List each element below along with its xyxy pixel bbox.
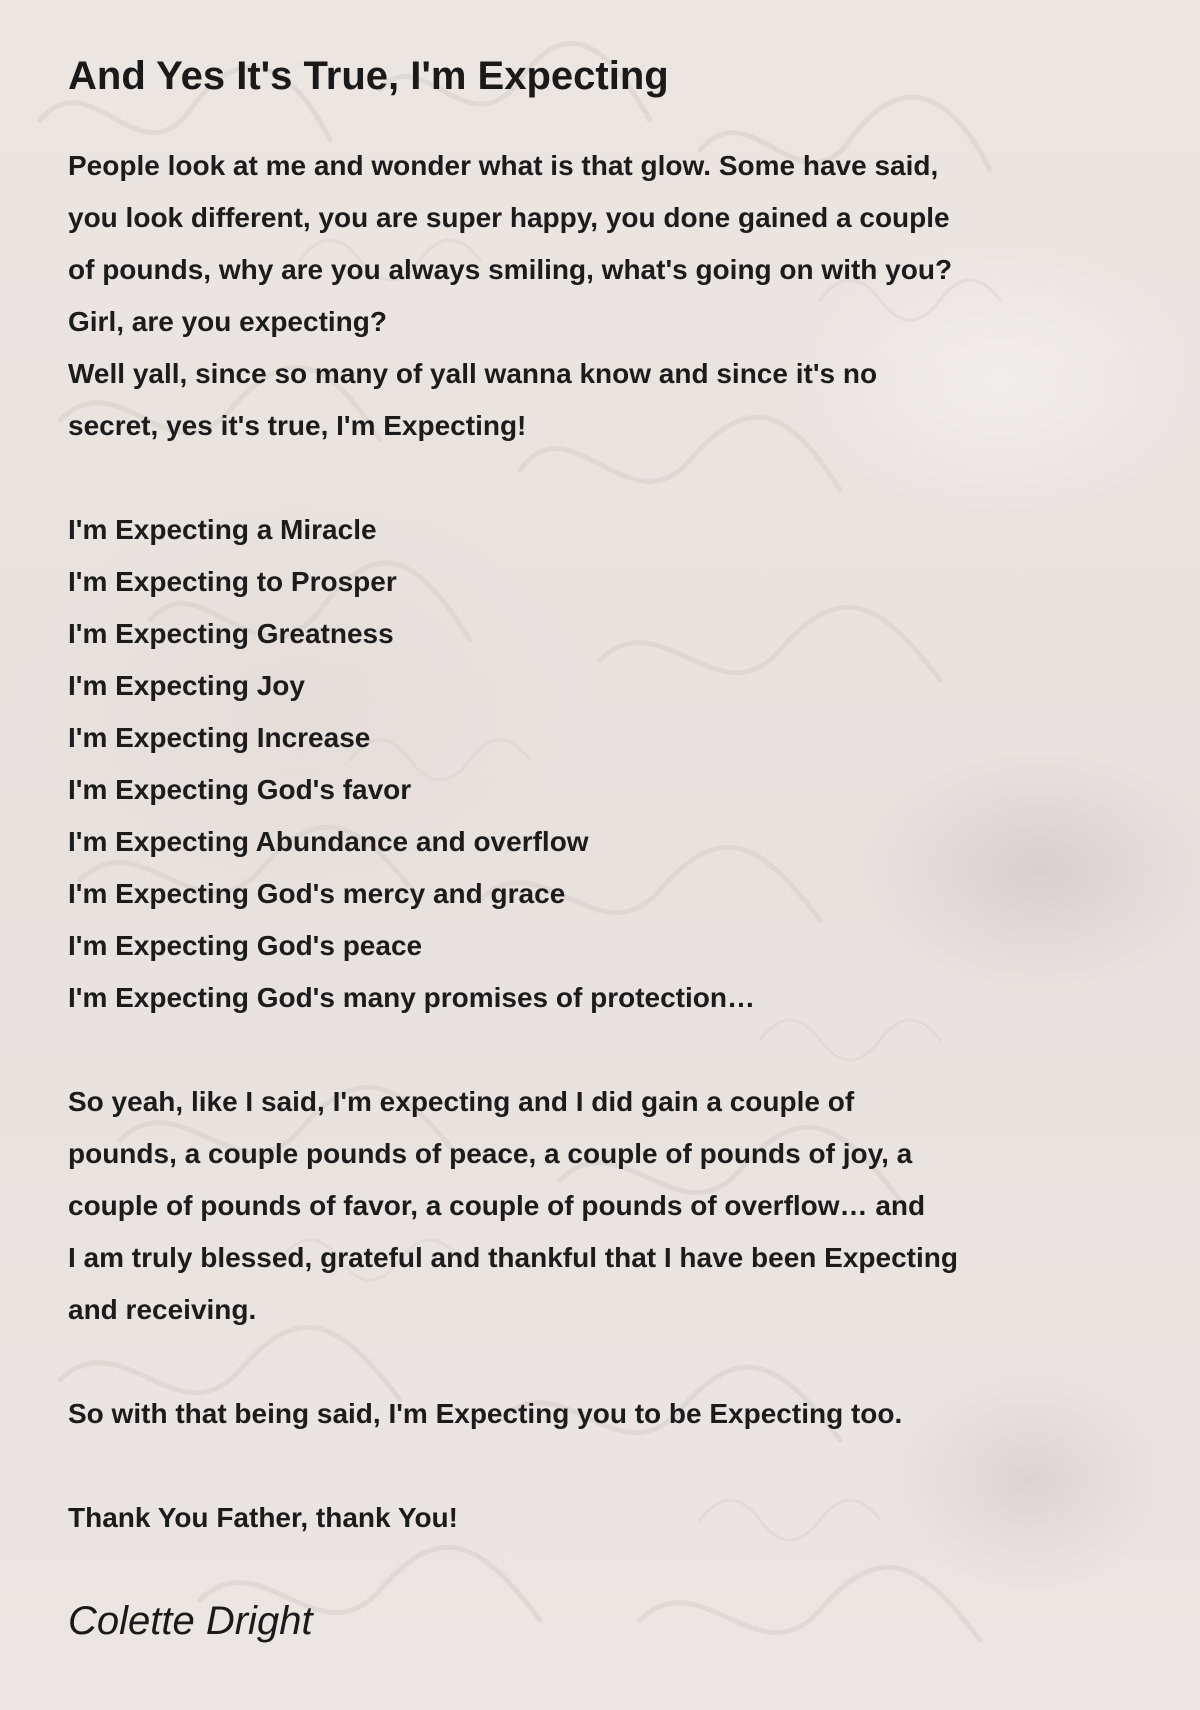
- poem-line: I'm Expecting Abundance and overflow: [68, 826, 589, 857]
- poem-line: People look at me and wonder what is that glow. Some have said,: [68, 150, 939, 181]
- poem-line: I'm Expecting God's many promises of protection…: [68, 982, 755, 1013]
- poem-line: Well yall, since so many of yall wanna know and since it's no: [68, 358, 878, 389]
- poem-line: I'm Expecting Joy: [68, 670, 305, 701]
- poem-line: I'm Expecting Increase: [68, 722, 371, 753]
- poem-line: I'm Expecting God's peace: [68, 930, 423, 961]
- poem-line: I'm Expecting a Miracle: [68, 514, 377, 545]
- poem-line: pounds, a couple pounds of peace, a couple of pounds of joy, a: [68, 1138, 913, 1169]
- poem-line: and receiving.: [68, 1294, 257, 1325]
- poem-line: So yeah, like I said, I'm expecting and I did gain a couple of: [68, 1086, 855, 1117]
- poem-stanza: [68, 1388, 1148, 1440]
- poem-line: couple of pounds of favor, a couple of pounds of overflow… and: [68, 1190, 926, 1221]
- poem-line: of pounds, why are you always smiling, what's going on with you?: [68, 254, 953, 285]
- poem-line: I'm Expecting God's favor: [68, 774, 412, 805]
- poem-title: And Yes It's True, I'm Expecting: [68, 54, 669, 98]
- poem-stanza: [68, 504, 1148, 1024]
- poem-stanza: [68, 1492, 1148, 1544]
- poem-line: I'm Expecting God's mercy and grace: [68, 878, 566, 909]
- poem-stanza: [68, 140, 1148, 452]
- poem-line: I'm Expecting Greatness: [68, 618, 394, 649]
- poem-author: Colette Dright: [68, 1599, 313, 1643]
- poem-stanza: [68, 1076, 1148, 1336]
- poem-line: Girl, are you expecting?: [68, 306, 387, 337]
- poem-line: I'm Expecting to Prosper: [68, 566, 397, 597]
- poem-line: Thank You Father, thank You!: [68, 1502, 458, 1533]
- poem-line: So with that being said, I'm Expecting you to be Expecting too.: [68, 1398, 903, 1429]
- poem-line: I am truly blessed, grateful and thankful that I have been Expecting: [68, 1242, 958, 1273]
- poem-page: [68, 52, 1148, 1646]
- poem-line: secret, yes it's true, I'm Expecting!: [68, 410, 527, 441]
- poem-body: [68, 140, 1148, 1544]
- poem-line: you look different, you are super happy, you done gained a couple: [68, 202, 950, 233]
